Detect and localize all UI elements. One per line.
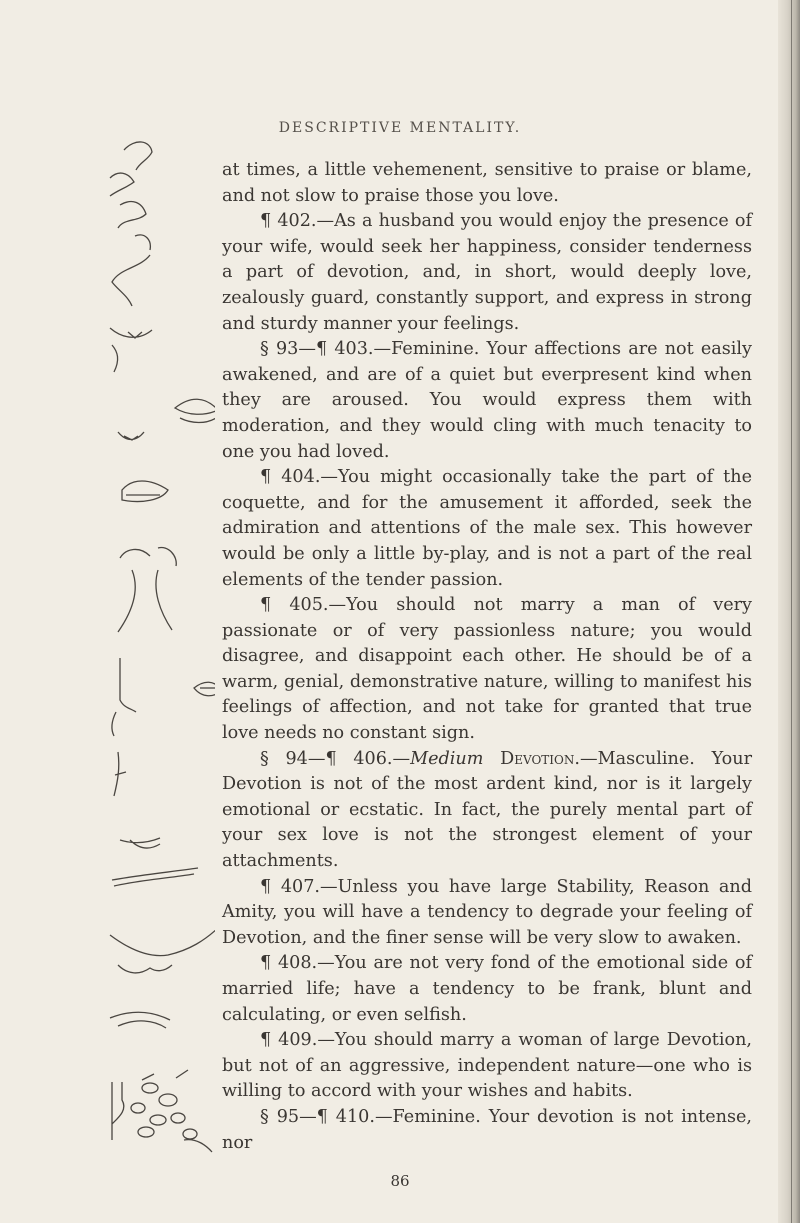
brow-sketch-icon: [110, 142, 152, 372]
paragraph: § 95—¶ 410.—Feminine. Your devotion is not intense, nor: [222, 1106, 752, 1153]
page-number: 86: [390, 1172, 410, 1190]
page-gutter-line: [791, 0, 792, 1223]
nose-sketch-icon: [118, 481, 176, 632]
paragraph: [222, 747, 752, 875]
body-text: [222, 158, 752, 1156]
ornament-icon: [112, 1070, 212, 1152]
jaw-sketch-icon: [110, 868, 215, 956]
section-prefix: § 94—¶ 406.—: [260, 748, 411, 769]
page-edge: [778, 0, 800, 1223]
paragraph: ¶ 402.—As a husband you would enjoy the presence of your wife, would seek her happiness, consider tenderness a part of devotion, and, in short, would deeply love, zealously guard, constantly support, and express in strong and sturdy manner your feelings.: [222, 211, 752, 334]
mouth-sketch-icon: [112, 658, 215, 736]
section-body: .—Masculine. Your Devotion is not of the most ardent kind, nor is it largely emotional or ecstatic. In fact, the purely mental part of your sex love is not the strongest element of your attachments.: [222, 748, 752, 872]
section-heading: Devotion: [500, 748, 575, 769]
paragraph: ¶ 405.—You should not marry a man of very passionate or of very passionless nature; you would disagree, and disappoint each other. He should be of a warm, genial, demonstrative nature, willing to manifest his feelings of affection, and not take for granted that true love needs no constant sign.: [222, 595, 752, 744]
running-header: DESCRIPTIVE MENTALITY.: [278, 120, 522, 136]
section-emphasis: Medium: [410, 748, 484, 769]
paragraph: § 93—¶ 403.—Feminine. Your affections are not easily awakened, and are of a quiet but everpresent kind when they are aroused. You would express them with moderation, and they would cling with much tenacity to one you had loved.: [222, 339, 752, 462]
lips-sketch-icon: [114, 752, 160, 848]
chin-sketch-icon: [110, 965, 172, 1028]
marginal-illustrations: [0, 0, 215, 1223]
paragraph: ¶ 407.—Unless you have large Stability, Reason and Amity, you will have a tendency to degrade your feeling of Devotion, and the finer sense will be very slow to awaken.: [222, 876, 752, 948]
paragraph: ¶ 408.—You are not very fond of the emotional side of married life; have a tendency to be frank, blunt and calculating, or even selfish.: [222, 953, 752, 1025]
paragraph: ¶ 404.—You might occasionally take the part of the coquette, and for the amusement it afforded, seek the admiration and attentions of the male sex. This however would be only a little by-play, and is not a part of the real elements of the tender passion.: [222, 467, 752, 590]
paragraph: ¶ 409.—You should marry a woman of large Devotion, but not of an aggressive, independent nature—one who is willing to accord with your wishes and habits.: [222, 1030, 752, 1102]
eye-sketch-icon: [118, 399, 215, 440]
paragraph: at times, a little vehemenent, sensitive to praise or blame, and not slow to praise those you love.: [222, 160, 752, 206]
